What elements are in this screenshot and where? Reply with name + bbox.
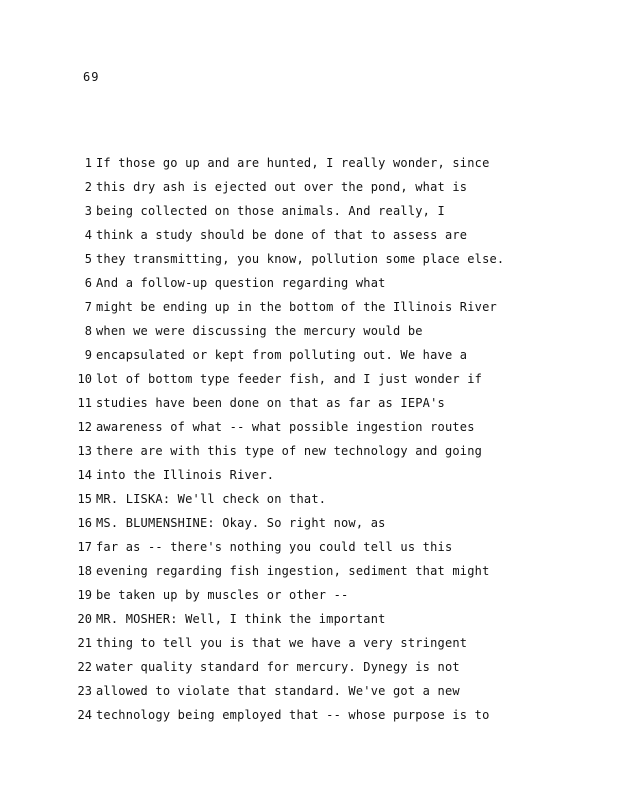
line-number: 22 [77, 660, 92, 674]
line-text: water quality standard for mercury. Dynegy is not [96, 660, 460, 674]
line-number: 15 [77, 492, 92, 506]
line-number: 9 [84, 348, 92, 362]
transcript-line [0, 655, 618, 679]
line-number: 2 [84, 180, 92, 194]
line-number: 11 [77, 396, 92, 410]
line-number: 6 [84, 276, 92, 290]
line-number: 20 [77, 612, 92, 626]
line-text: lot of bottom type feeder fish, and I just wonder if [96, 372, 483, 386]
line-number: 18 [77, 564, 92, 578]
line-text: technology being employed that -- whose purpose is to [96, 708, 490, 722]
line-text: far as -- there's nothing you could tell us this [96, 540, 453, 554]
transcript-line [0, 175, 618, 199]
transcript-line [0, 199, 618, 223]
line-text: encapsulated or kept from polluting out. We have a [96, 348, 468, 362]
transcript-line [0, 151, 618, 175]
transcript-line [0, 343, 618, 367]
line-text: when we were discussing the mercury would be [96, 324, 423, 338]
transcript-line [0, 607, 618, 631]
line-number: 12 [77, 420, 92, 434]
line-number: 24 [77, 708, 92, 722]
transcript-line [0, 583, 618, 607]
line-text: be taken up by muscles or other -- [96, 588, 349, 602]
line-text: MR. MOSHER: Well, I think the important [96, 612, 386, 626]
transcript-line [0, 295, 618, 319]
line-text: might be ending up in the bottom of the Illinois River [96, 300, 497, 314]
line-text: MR. LISKA: We'll check on that. [96, 492, 327, 506]
transcript-line [0, 415, 618, 439]
line-text: they transmitting, you know, pollution some place else. [96, 252, 505, 266]
line-number: 7 [84, 300, 92, 314]
transcript-line [0, 367, 618, 391]
line-number: 13 [77, 444, 92, 458]
line-number: 17 [77, 540, 92, 554]
transcript-line [0, 535, 618, 559]
transcript-body [0, 151, 618, 727]
line-text: If those go up and are hunted, I really wonder, since [96, 156, 490, 170]
line-text: studies have been done on that as far as IEPA's [96, 396, 445, 410]
transcript-line [0, 439, 618, 463]
line-number: 10 [77, 372, 92, 386]
transcript-line [0, 703, 618, 727]
line-number: 3 [84, 204, 92, 218]
line-text: thing to tell you is that we have a very stringent [96, 636, 468, 650]
transcript-line [0, 631, 618, 655]
line-text: evening regarding fish ingestion, sediment that might [96, 564, 490, 578]
line-number: 8 [84, 324, 92, 338]
line-text: think a study should be done of that to assess are [96, 228, 468, 242]
line-number: 5 [84, 252, 92, 266]
transcript-line [0, 679, 618, 703]
line-number: 23 [77, 684, 92, 698]
line-number: 1 [84, 156, 92, 170]
transcript-line [0, 559, 618, 583]
transcript-line [0, 391, 618, 415]
transcript-line [0, 223, 618, 247]
transcript-line [0, 463, 618, 487]
line-text: MS. BLUMENSHINE: Okay. So right now, as [96, 516, 386, 530]
line-text: into the Illinois River. [96, 468, 275, 482]
line-text: being collected on those animals. And really, I [96, 204, 445, 218]
line-number: 19 [77, 588, 92, 602]
transcript-line [0, 271, 618, 295]
line-text: awareness of what -- what possible ingestion routes [96, 420, 475, 434]
transcript-line [0, 487, 618, 511]
line-text: this dry ash is ejected out over the pond, what is [96, 180, 468, 194]
line-text: allowed to violate that standard. We've got a new [96, 684, 460, 698]
line-text: there are with this type of new technology and going [96, 444, 483, 458]
line-number: 4 [84, 228, 92, 242]
page-number: 69 [83, 70, 100, 84]
transcript-line [0, 319, 618, 343]
line-text: And a follow-up question regarding what [96, 276, 386, 290]
transcript-line [0, 247, 618, 271]
line-number: 21 [77, 636, 92, 650]
line-number: 16 [77, 516, 92, 530]
line-number: 14 [77, 468, 92, 482]
transcript-line [0, 511, 618, 535]
